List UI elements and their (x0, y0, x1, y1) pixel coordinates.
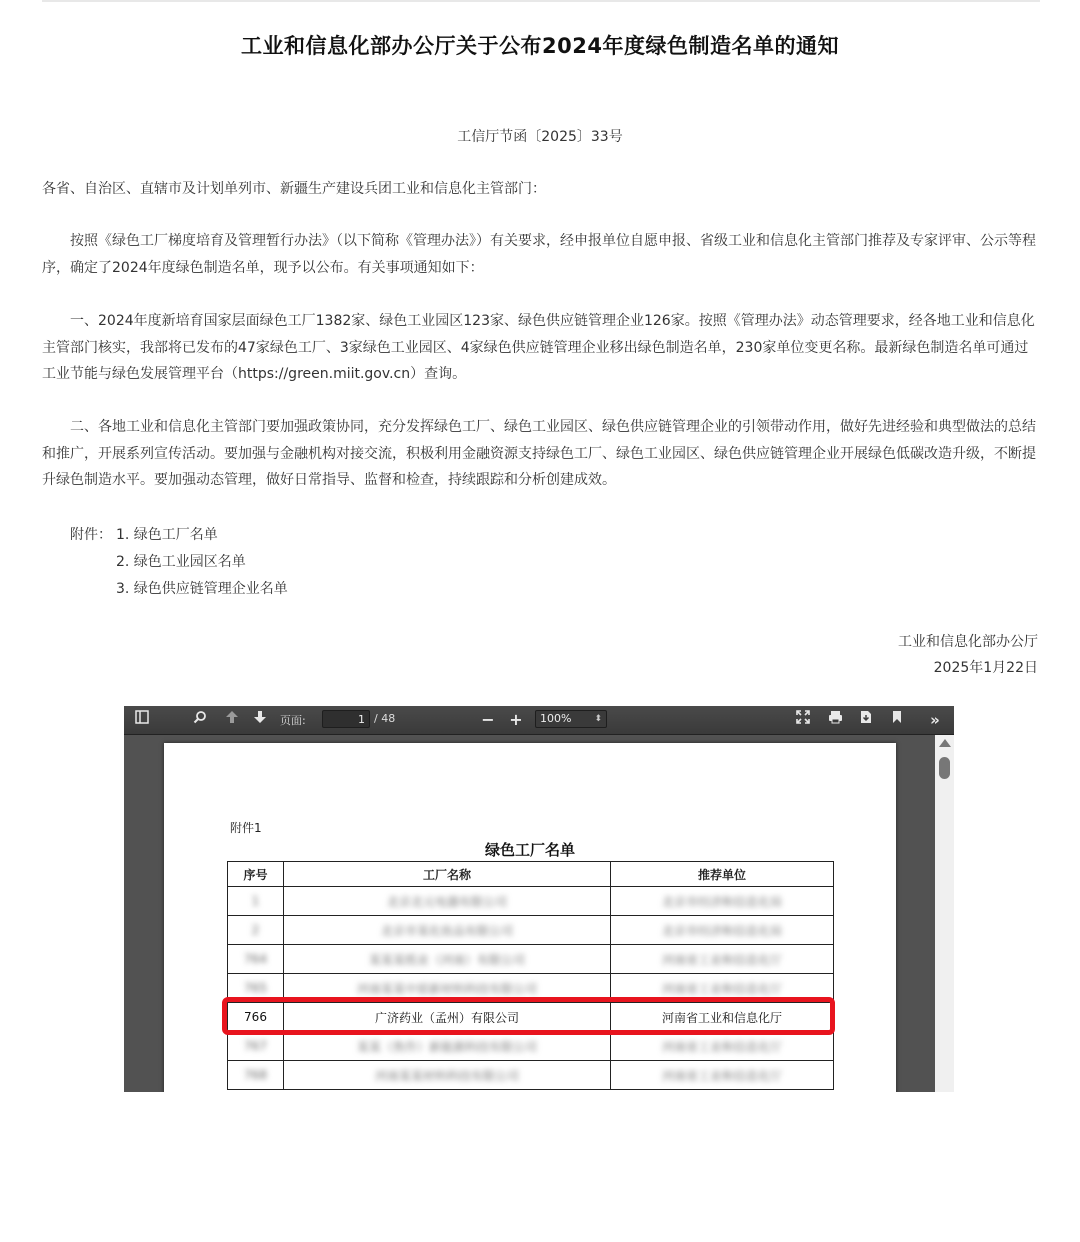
pdf-page (164, 743, 896, 1092)
pdf-attachment-label: 附件1 (230, 821, 262, 835)
header-serial: 序号 (228, 862, 284, 887)
bookmark-icon[interactable] (887, 710, 907, 730)
search-icon[interactable] (190, 710, 210, 730)
attachments-label: 附件： (70, 527, 112, 543)
pdf-table-title: 绿色工厂名单 (484, 841, 575, 859)
red-highlight-box (222, 997, 835, 1035)
green-factory-table (227, 861, 834, 1090)
table-header-row (228, 862, 834, 887)
top-divider (42, 0, 1040, 2)
table-row: 2 北京市某化妆品有限公司 北京市经济和信息化局 (228, 916, 834, 945)
page-label: 页面: (280, 714, 306, 727)
sidebar-toggle-icon[interactable] (132, 710, 152, 730)
zoom-chevron-icon: ⬍ (594, 714, 602, 724)
paragraph-two: 二、各地工业和信息化主管部门要加强政策协同，充分发挥绿色工厂、绿色工业园区、绿色供应链管理企业的引领带动作用，做好先进经验和典型做法的总结和推广，开展系列宣传活动。要加强与金融机构对接交流，积极利用金融资源支持绿色工厂、绿色工业园区、绿色供应链管理企业开展绿色低碳改造升级，不断提升绿色制造水平。要加强动态管理，做好日常指导、监督和检查，持续跟踪和分析创建成效。 (42, 419, 1036, 488)
vertical-scrollbar[interactable] (935, 735, 954, 1092)
highlight-serial: 766 (228, 1003, 284, 1032)
scroll-up-arrow-icon[interactable] (939, 739, 951, 747)
page-number-input[interactable]: 1 (322, 710, 370, 728)
attachment-item-2: 2. 绿色工业园区名单 (116, 554, 246, 570)
table-row: 1 北京北元电器有限公司 北京市经济和信息化局 (228, 887, 834, 916)
table-row: 764 某某某纸业（河南）有限公司 河南省工业和信息化厅 (228, 945, 834, 974)
fullscreen-icon[interactable] (793, 710, 813, 730)
total-pages: / 48 (374, 712, 396, 725)
signature-org: 工业和信息化部办公厅 (898, 634, 1038, 650)
attachment-item-1: 1. 绿色工厂名单 (116, 527, 218, 543)
table-row: 767 某某（焦作）新能源科技有限公司 河南省工业和信息化厅 (228, 1032, 834, 1061)
download-icon[interactable] (856, 710, 876, 730)
print-icon[interactable] (825, 710, 845, 730)
highlight-factory-name: 广济药业（孟州）有限公司 (284, 1003, 611, 1032)
table-row: 765 河南某某中原新材料科技有限公司 河南省工业和信息化厅 (228, 974, 834, 1003)
document-number: 工信厅节函〔2025〕33号 (457, 129, 623, 145)
page-title: 工业和信息化部办公厅关于公布2024年度绿色制造名单的通知 (241, 34, 839, 58)
table-row: 768 河南某某材料科技有限公司 河南省工业和信息化厅 (228, 1061, 834, 1090)
scroll-thumb[interactable] (939, 757, 950, 779)
pdf-toolbar (124, 706, 954, 735)
recipient-line: 各省、自治区、直辖市及计划单列市、新疆生产建设兵团工业和信息化主管部门： (42, 181, 546, 197)
zoom-in-icon[interactable]: + (509, 710, 523, 729)
header-recommending-unit: 推荐单位 (611, 862, 834, 887)
zoom-select[interactable]: 100% ⬍ (535, 710, 607, 728)
pdf-page-area (124, 735, 935, 1092)
paragraph-one: 一、2024年度新培育国家层面绿色工厂1382家、绿色工业园区123家、绿色供应链管理企业126家。按照《管理办法》动态管理要求，经各地工业和信息化主管部门核实，我部将已发布的47家绿色工厂、3家绿色工业园区、4家绿色供应链管理企业移出绿色制造名单，230家单位变更名称。最新绿色制造名单可通过工业节能与绿色发展管理平台（https://green.miit.gov.cn）查询。 (42, 313, 1035, 382)
signature-date: 2025年1月22日 (933, 660, 1038, 676)
paragraph-intro: 按照《绿色工厂梯度培育及管理暂行办法》（以下简称《管理办法》）有关要求，经申报单位自愿申报、省级工业和信息化主管部门推荐及专家评审、公示等程序，确定了2024年度绿色制造名单，现予以公布。有关事项通知如下： (42, 233, 1036, 276)
attachment-item-3: 3. 绿色供应链管理企业名单 (116, 581, 288, 597)
next-page-icon[interactable] (250, 710, 270, 730)
more-tools-icon[interactable]: » (930, 711, 940, 729)
header-factory-name: 工厂名称 (284, 862, 611, 887)
highlight-recommending-unit: 河南省工业和信息化厅 (611, 1003, 834, 1032)
previous-page-icon[interactable] (222, 710, 242, 730)
zoom-out-icon[interactable]: − (481, 710, 495, 729)
